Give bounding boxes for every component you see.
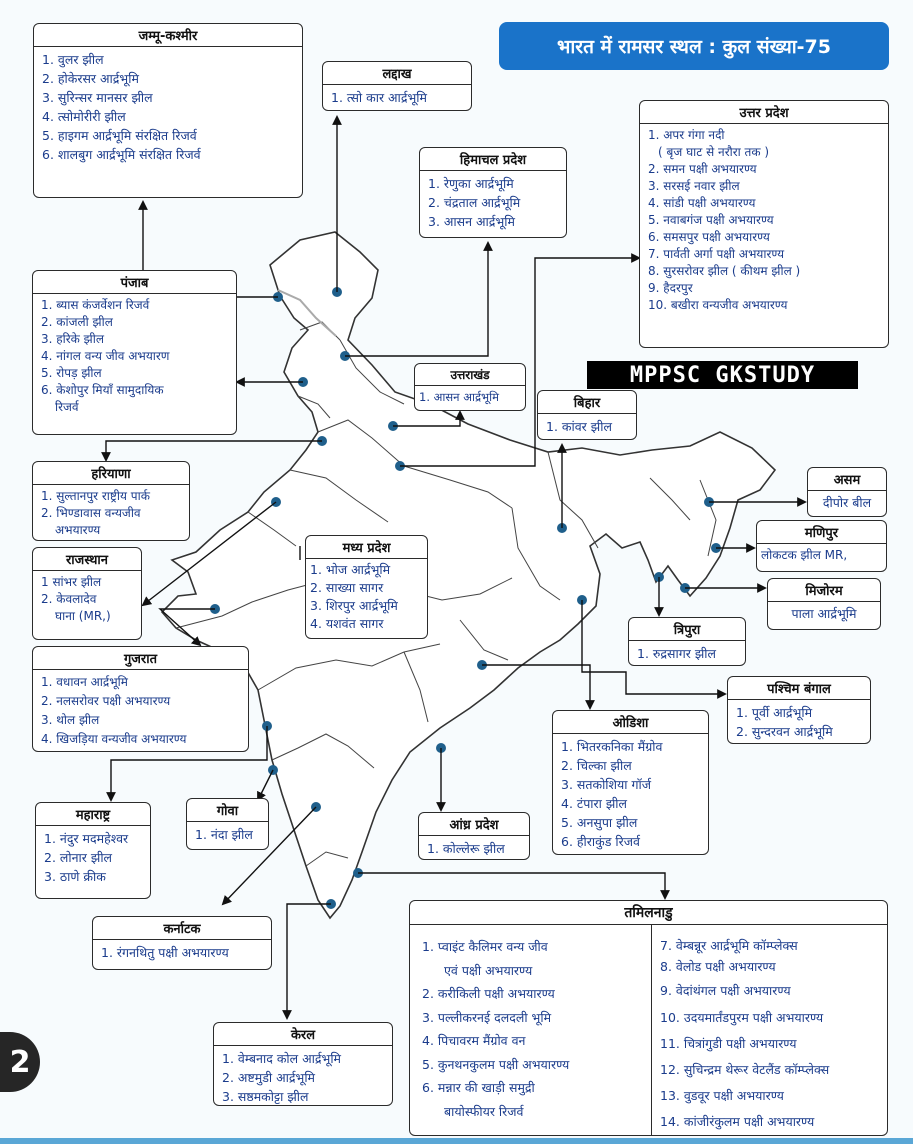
site-list bbox=[36, 826, 150, 889]
site-list bbox=[728, 700, 870, 744]
site-list bbox=[33, 670, 248, 752]
site-item: 1. नंदुर मदमहेश्वर bbox=[44, 831, 129, 846]
site-item: 1. वुलर झील bbox=[42, 52, 104, 67]
site-item: 1. सुल्तानपुर राष्ट्रीय पार्क bbox=[41, 489, 150, 503]
site-list bbox=[419, 836, 529, 860]
state-box-karnataka bbox=[92, 916, 272, 970]
state-name: पश्चिम बंगाल bbox=[728, 677, 870, 700]
site-list bbox=[538, 414, 636, 439]
state-name: जम्मू-कश्मीर bbox=[34, 24, 302, 47]
site-item: 1. अपर गंगा नदी bbox=[648, 128, 725, 142]
site-list bbox=[33, 485, 189, 541]
site-item: 2. नलसरोवर पक्षी अभयारण्य bbox=[41, 694, 171, 708]
state-box-kerala bbox=[213, 1022, 393, 1106]
site-item: 2. चिल्का झील bbox=[561, 758, 632, 773]
state-box-manipur bbox=[756, 520, 887, 572]
site-list bbox=[33, 571, 141, 628]
site-list bbox=[187, 822, 268, 847]
state-name: मिजोरम bbox=[768, 579, 880, 602]
site-list bbox=[33, 294, 236, 419]
site-item: 9. हैदरपुर bbox=[648, 281, 693, 295]
site-item: 3. थोल झील bbox=[41, 713, 100, 727]
state-box-tamil-nadu bbox=[409, 900, 888, 1136]
site-item: 1. कांवर झील bbox=[546, 419, 612, 434]
site-item: पाला आर्द्रभूमि bbox=[791, 606, 857, 621]
site-item: 3. पल्लीकरनई दलदली भूमि bbox=[422, 1009, 552, 1025]
site-list bbox=[808, 491, 886, 514]
state-name: लद्दाख bbox=[323, 62, 471, 85]
site-item: 3. सुरिन्सर मानसर झील bbox=[42, 90, 153, 105]
site-item: 1. रुद्रसागर झील bbox=[637, 646, 716, 661]
site-item: 2. भिण्डावास वन्यजीव bbox=[41, 506, 141, 520]
site-list bbox=[640, 124, 888, 317]
site-list bbox=[93, 940, 271, 965]
site-item: 3. सरसई नवार झील bbox=[648, 179, 740, 193]
site-item: रिजर्व bbox=[55, 400, 79, 414]
state-name: गोवा bbox=[187, 799, 268, 822]
site-item: 13. वुडवूर पक्षी अभयारण्य bbox=[660, 1088, 784, 1103]
site-item: 4. त्सोमोरीरी झील bbox=[42, 109, 126, 124]
site-item: 11. चित्रांगुडी पक्षी अभयारण्य bbox=[660, 1036, 797, 1051]
site-list bbox=[306, 559, 427, 635]
page-title: भारत में रामसर स्थल : कुल संख्या-75 bbox=[499, 22, 889, 70]
state-box-himachal-pradesh bbox=[419, 147, 567, 238]
site-item: 1. कोल्लेरू झील bbox=[427, 841, 505, 856]
state-name: मध्य प्रदेश bbox=[306, 536, 427, 559]
bottom-bar bbox=[0, 1138, 913, 1144]
state-box-maharashtra bbox=[35, 802, 151, 899]
site-item: 5. कुनथनकुलम पक्षी अभयारण्य bbox=[422, 1056, 570, 1072]
site-item: 1. रेणुका आर्द्रभूमि bbox=[428, 176, 514, 191]
site-list bbox=[323, 85, 471, 110]
state-name: मणिपुर bbox=[757, 521, 886, 544]
state-box-andhra-pradesh bbox=[418, 812, 530, 860]
site-item: 5. नवाबगंज पक्षी अभयारण्य bbox=[648, 213, 774, 227]
site-item: 1. रंगनथितु पक्षी अभयारण्य bbox=[101, 945, 229, 960]
site-item: 1. भोज आर्द्रभूमि bbox=[310, 562, 391, 577]
site-item: 1. ब्यास कंजर्वेशन रिजर्व bbox=[41, 298, 150, 312]
state-box-tripura bbox=[628, 617, 746, 666]
site-item: 2. अष्टमुडी आर्द्रभूमि bbox=[222, 1070, 316, 1085]
site-item: 4. पिचावरम मैंग्रोव वन bbox=[422, 1033, 526, 1048]
state-name: उत्तर प्रदेश bbox=[640, 101, 888, 124]
site-item: 14. कांजीरंकुलम पक्षी अभयारण्य bbox=[660, 1114, 815, 1129]
state-box-rajasthan bbox=[32, 547, 142, 640]
state-name: तमिलनाडु bbox=[410, 901, 887, 925]
state-name: बिहार bbox=[538, 391, 636, 414]
site-item: 4. खिजड़िया वन्यजीव अभयारण्य bbox=[41, 732, 187, 746]
state-box-gujarat bbox=[32, 646, 249, 752]
site-item: 6. शालबुग आर्द्रभूमि संरक्षित रिजर्व bbox=[42, 147, 201, 162]
site-item: 1. भितरकनिका मैंग्रोव bbox=[561, 739, 663, 754]
state-name: कर्नाटक bbox=[93, 917, 271, 940]
site-list bbox=[214, 1046, 392, 1106]
site-item: 4. यशवंत सागर bbox=[310, 616, 384, 631]
site-item: 6. केशोपुर मियाँ सामुदायिक bbox=[41, 383, 164, 397]
state-name: आंध्र प्रदेश bbox=[419, 813, 529, 836]
state-name: हरियाणा bbox=[33, 462, 189, 485]
state-box-bihar bbox=[537, 390, 637, 440]
site-item: 3. शिरपुर आर्द्रभूमि bbox=[310, 598, 398, 613]
site-item: लोकटक झील MR, bbox=[761, 548, 848, 562]
site-item: 3. आसन आर्द्रभूमि bbox=[428, 214, 515, 229]
site-item: अभयारण्य bbox=[55, 523, 101, 537]
site-item: 5. अनसुपा झील bbox=[561, 815, 638, 830]
site-item: 3. ठाणे क्रीक bbox=[44, 869, 106, 884]
state-box-uttar-pradesh bbox=[639, 100, 889, 348]
site-item: 2. करीकिली पक्षी अभयारण्य bbox=[422, 986, 555, 1001]
site-item: दीपोर बील bbox=[822, 495, 872, 510]
state-box-uttarakhand bbox=[414, 363, 526, 411]
state-name: गुजरात bbox=[33, 647, 248, 670]
site-list-col2 bbox=[651, 925, 887, 1136]
state-name: ओडिशा bbox=[553, 711, 708, 734]
site-item: 1. प्वाइंट कैलिमर वन्य जीव bbox=[422, 939, 548, 954]
state-name: केरल bbox=[214, 1023, 392, 1046]
site-item: 1. त्सो कार आर्द्रभूमि bbox=[331, 90, 427, 105]
state-name: त्रिपुरा bbox=[629, 618, 745, 641]
site-item: 5. रोपड़ झील bbox=[41, 366, 102, 380]
site-item: 2. कांजली झील bbox=[41, 315, 113, 329]
site-item: 10. बखीरा वन्यजीव अभयारण्य bbox=[648, 298, 788, 312]
state-name: महाराष्ट्र bbox=[36, 803, 150, 826]
state-box-jammu-kashmir bbox=[33, 23, 303, 198]
site-item: 1. वधावन आर्द्रभूमि bbox=[41, 675, 128, 689]
state-name: पंजाब bbox=[33, 271, 236, 294]
site-item: 6. हीराकुंड रिजर्व bbox=[561, 834, 640, 849]
state-box-ladakh bbox=[322, 61, 472, 111]
site-item: 3. सष्ठमकोट्टा झील bbox=[222, 1089, 309, 1104]
site-item: 7. वेम्बन्नूर आर्द्रभूमि कॉम्प्लेक्स bbox=[660, 938, 798, 953]
site-item: 4. नांगल वन्य जीव अभयारण bbox=[41, 349, 170, 363]
site-item: 6. समसपुर पक्षी अभयारण्य bbox=[648, 230, 770, 244]
site-item: 3. हरिके झील bbox=[41, 332, 104, 346]
site-item: 5. हाइगम आर्द्रभूमि संरक्षित रिजर्व bbox=[42, 128, 197, 143]
state-box-assam bbox=[807, 467, 887, 517]
site-item: 1. पूर्वी आर्द्रभूमि bbox=[736, 705, 813, 720]
site-list bbox=[629, 641, 745, 666]
site-item: 6. मन्नार की खाड़ी समुद्री bbox=[422, 1080, 535, 1095]
site-item: 4. टंपारा झील bbox=[561, 796, 628, 811]
site-list bbox=[757, 544, 886, 567]
state-box-punjab bbox=[32, 270, 237, 435]
site-item: 2. लोनार झील bbox=[44, 850, 113, 865]
site-item: 9. वेदांथंगल पक्षी अभयारण्य bbox=[660, 983, 791, 998]
state-box-madhya-pradesh bbox=[305, 535, 428, 639]
state-box-goa bbox=[186, 798, 269, 850]
site-item: 1. नंदा झील bbox=[195, 827, 253, 842]
site-item: 1 सांभर झील bbox=[41, 575, 102, 589]
site-item: एवं पक्षी अभयारण्य bbox=[444, 962, 533, 978]
state-box-mizoram bbox=[767, 578, 881, 630]
site-list bbox=[553, 734, 708, 854]
state-name: असम bbox=[808, 468, 886, 491]
site-item: 8. सुरसरोवर झील ( कीथम झील ) bbox=[648, 264, 801, 278]
site-item: 1. आसन आर्द्रभूमि bbox=[419, 390, 499, 404]
site-item: 4. सांडी पक्षी अभयारण्य bbox=[648, 196, 756, 210]
site-item: 8. वेलोड पक्षी अभयारण्य bbox=[660, 959, 776, 974]
site-list-col1 bbox=[410, 925, 651, 1136]
site-list bbox=[420, 171, 566, 234]
state-box-haryana bbox=[32, 461, 190, 541]
site-item: 2. समन पक्षी अभयारण्य bbox=[648, 162, 757, 176]
state-box-west-bengal bbox=[727, 676, 871, 744]
site-list bbox=[768, 602, 880, 625]
site-item: 2. चंद्रताल आर्द्रभूमि bbox=[428, 195, 521, 210]
site-item: ( बृज घाट से नरौरा तक ) bbox=[658, 145, 770, 159]
site-item: 2. साख्या सागर bbox=[310, 580, 384, 595]
site-item: 3. सतकोशिया गॉर्ज bbox=[561, 777, 652, 792]
site-list bbox=[34, 47, 302, 167]
site-item: 12. सुचिन्द्रम थेरूर वेटलैंड कॉम्प्लेक्स bbox=[660, 1062, 830, 1077]
site-item: 2. केवलादेव bbox=[41, 592, 97, 606]
site-item: 1. वेम्बनाद कोल आर्द्रभूमि bbox=[222, 1051, 342, 1066]
state-name: राजस्थान bbox=[33, 548, 141, 571]
site-item: बायोस्फीयर रिजर्व bbox=[444, 1103, 524, 1119]
site-item: घाना (MR,) bbox=[55, 609, 111, 623]
state-box-odisha bbox=[552, 710, 709, 855]
site-item: 7. पार्वती अर्गा पक्षी अभयारण्य bbox=[648, 247, 785, 261]
state-name: हिमाचल प्रदेश bbox=[420, 148, 566, 171]
site-list bbox=[415, 386, 525, 409]
site-item: 10. उदयमार्तंडपुरम पक्षी अभयारण्य bbox=[660, 1010, 824, 1025]
site-item: 2. सुन्दरवन आर्द्रभूमि bbox=[736, 724, 833, 739]
watermark-text: MPPSC GKSTUDY bbox=[587, 361, 858, 389]
site-item: 2. होकेरसर आर्द्रभूमि bbox=[42, 71, 139, 86]
page-number-badge: 2 bbox=[0, 1032, 40, 1092]
state-name: उत्तराखंड bbox=[415, 364, 525, 386]
